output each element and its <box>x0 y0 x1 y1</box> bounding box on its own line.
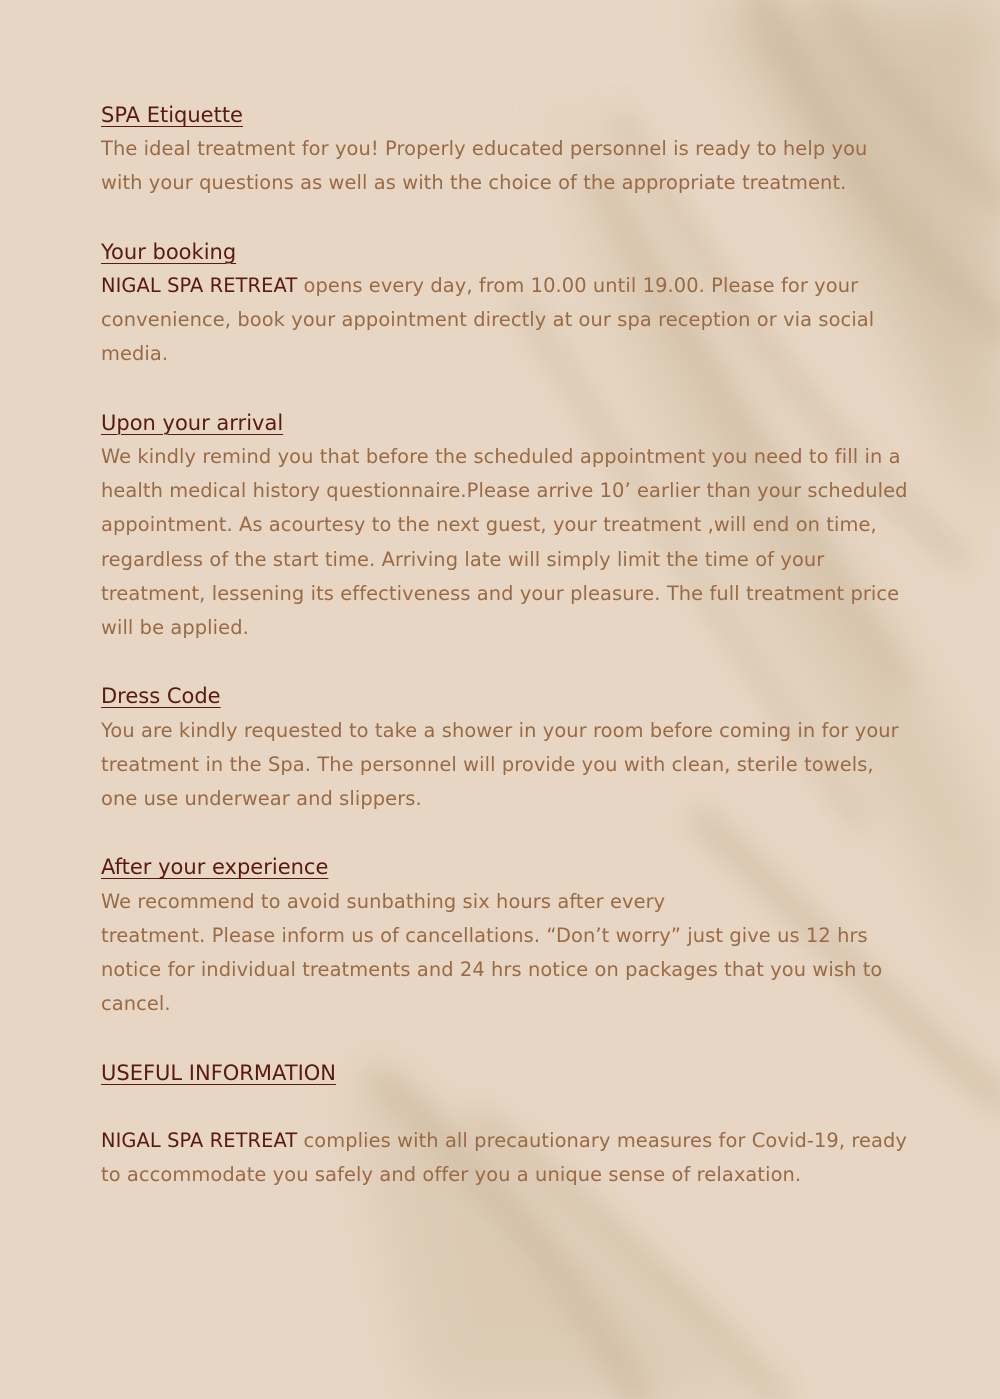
section-spacer <box>101 372 911 406</box>
section-spa-etiquette <box>101 98 911 201</box>
brand-name: NIGAL SPA RETREAT <box>101 1129 298 1152</box>
spa-info-content <box>101 98 911 1192</box>
section-text-first-line: We recommend to avoid sunbathing six hours after every <box>101 889 666 913</box>
section-after-experience <box>101 850 911 1021</box>
section-spacer <box>101 816 911 850</box>
section-heading: Dress Code <box>101 684 221 709</box>
section-heading: After your experience <box>101 855 329 880</box>
section-text <box>101 1124 911 1192</box>
section-text-body: opens every day, from 10.00 until 19.00. Please for your convenience, book your appointment directly at our spa reception or via social media. <box>101 274 875 366</box>
section-heading: SPA Etiquette <box>101 103 243 127</box>
brand-name: NIGAL SPA RETREAT <box>101 274 298 297</box>
section-dress-code <box>101 679 911 816</box>
section-spacer <box>101 645 911 679</box>
section-your-booking <box>101 235 911 372</box>
section-text: We kindly remind you that before the scheduled appointment you need to fill in a health medical history questionnaire.Please arrive 10’ earlier than your scheduled appointment. As acourtesy to the next guest, your treatment ,will end on time, regardless of the start time. Arriving late will simply limit the time of your treatment, lessening its effectiveness and your pleasure. The full treatment price will be applied. <box>101 445 908 640</box>
section-upon-arrival <box>101 406 911 645</box>
section-useful-information <box>101 1056 911 1193</box>
section-spacer <box>101 201 911 235</box>
section-heading: USEFUL INFORMATION <box>101 1060 337 1085</box>
section-text <box>101 269 911 372</box>
section-text: The ideal treatment for you! Properly educated personnel is ready to help you with your questions as well as with the choice of the appropriate treatment. <box>101 137 868 195</box>
section-heading: Upon your arrival <box>101 410 284 435</box>
section-text-body: complies with all precautionary measures for Covid-19, ready to accommodate you safely and offer you a unique sense of relaxation. <box>101 1129 907 1187</box>
section-heading: Your booking <box>101 239 237 264</box>
section-text: treatment. Please inform us of cancellations. “Don’t worry” just give us 12 hrs notice for individual treatments and 24 hrs notice on packages that you wish to cancel. <box>101 923 883 1016</box>
section-spacer <box>101 1090 911 1124</box>
section-spacer <box>101 1021 911 1055</box>
section-text: You are kindly requested to take a shower in your room before coming in for your treatment in the Spa. The personnel will provide you with clean, sterile towels, one use underwear and slippers. <box>101 718 899 811</box>
